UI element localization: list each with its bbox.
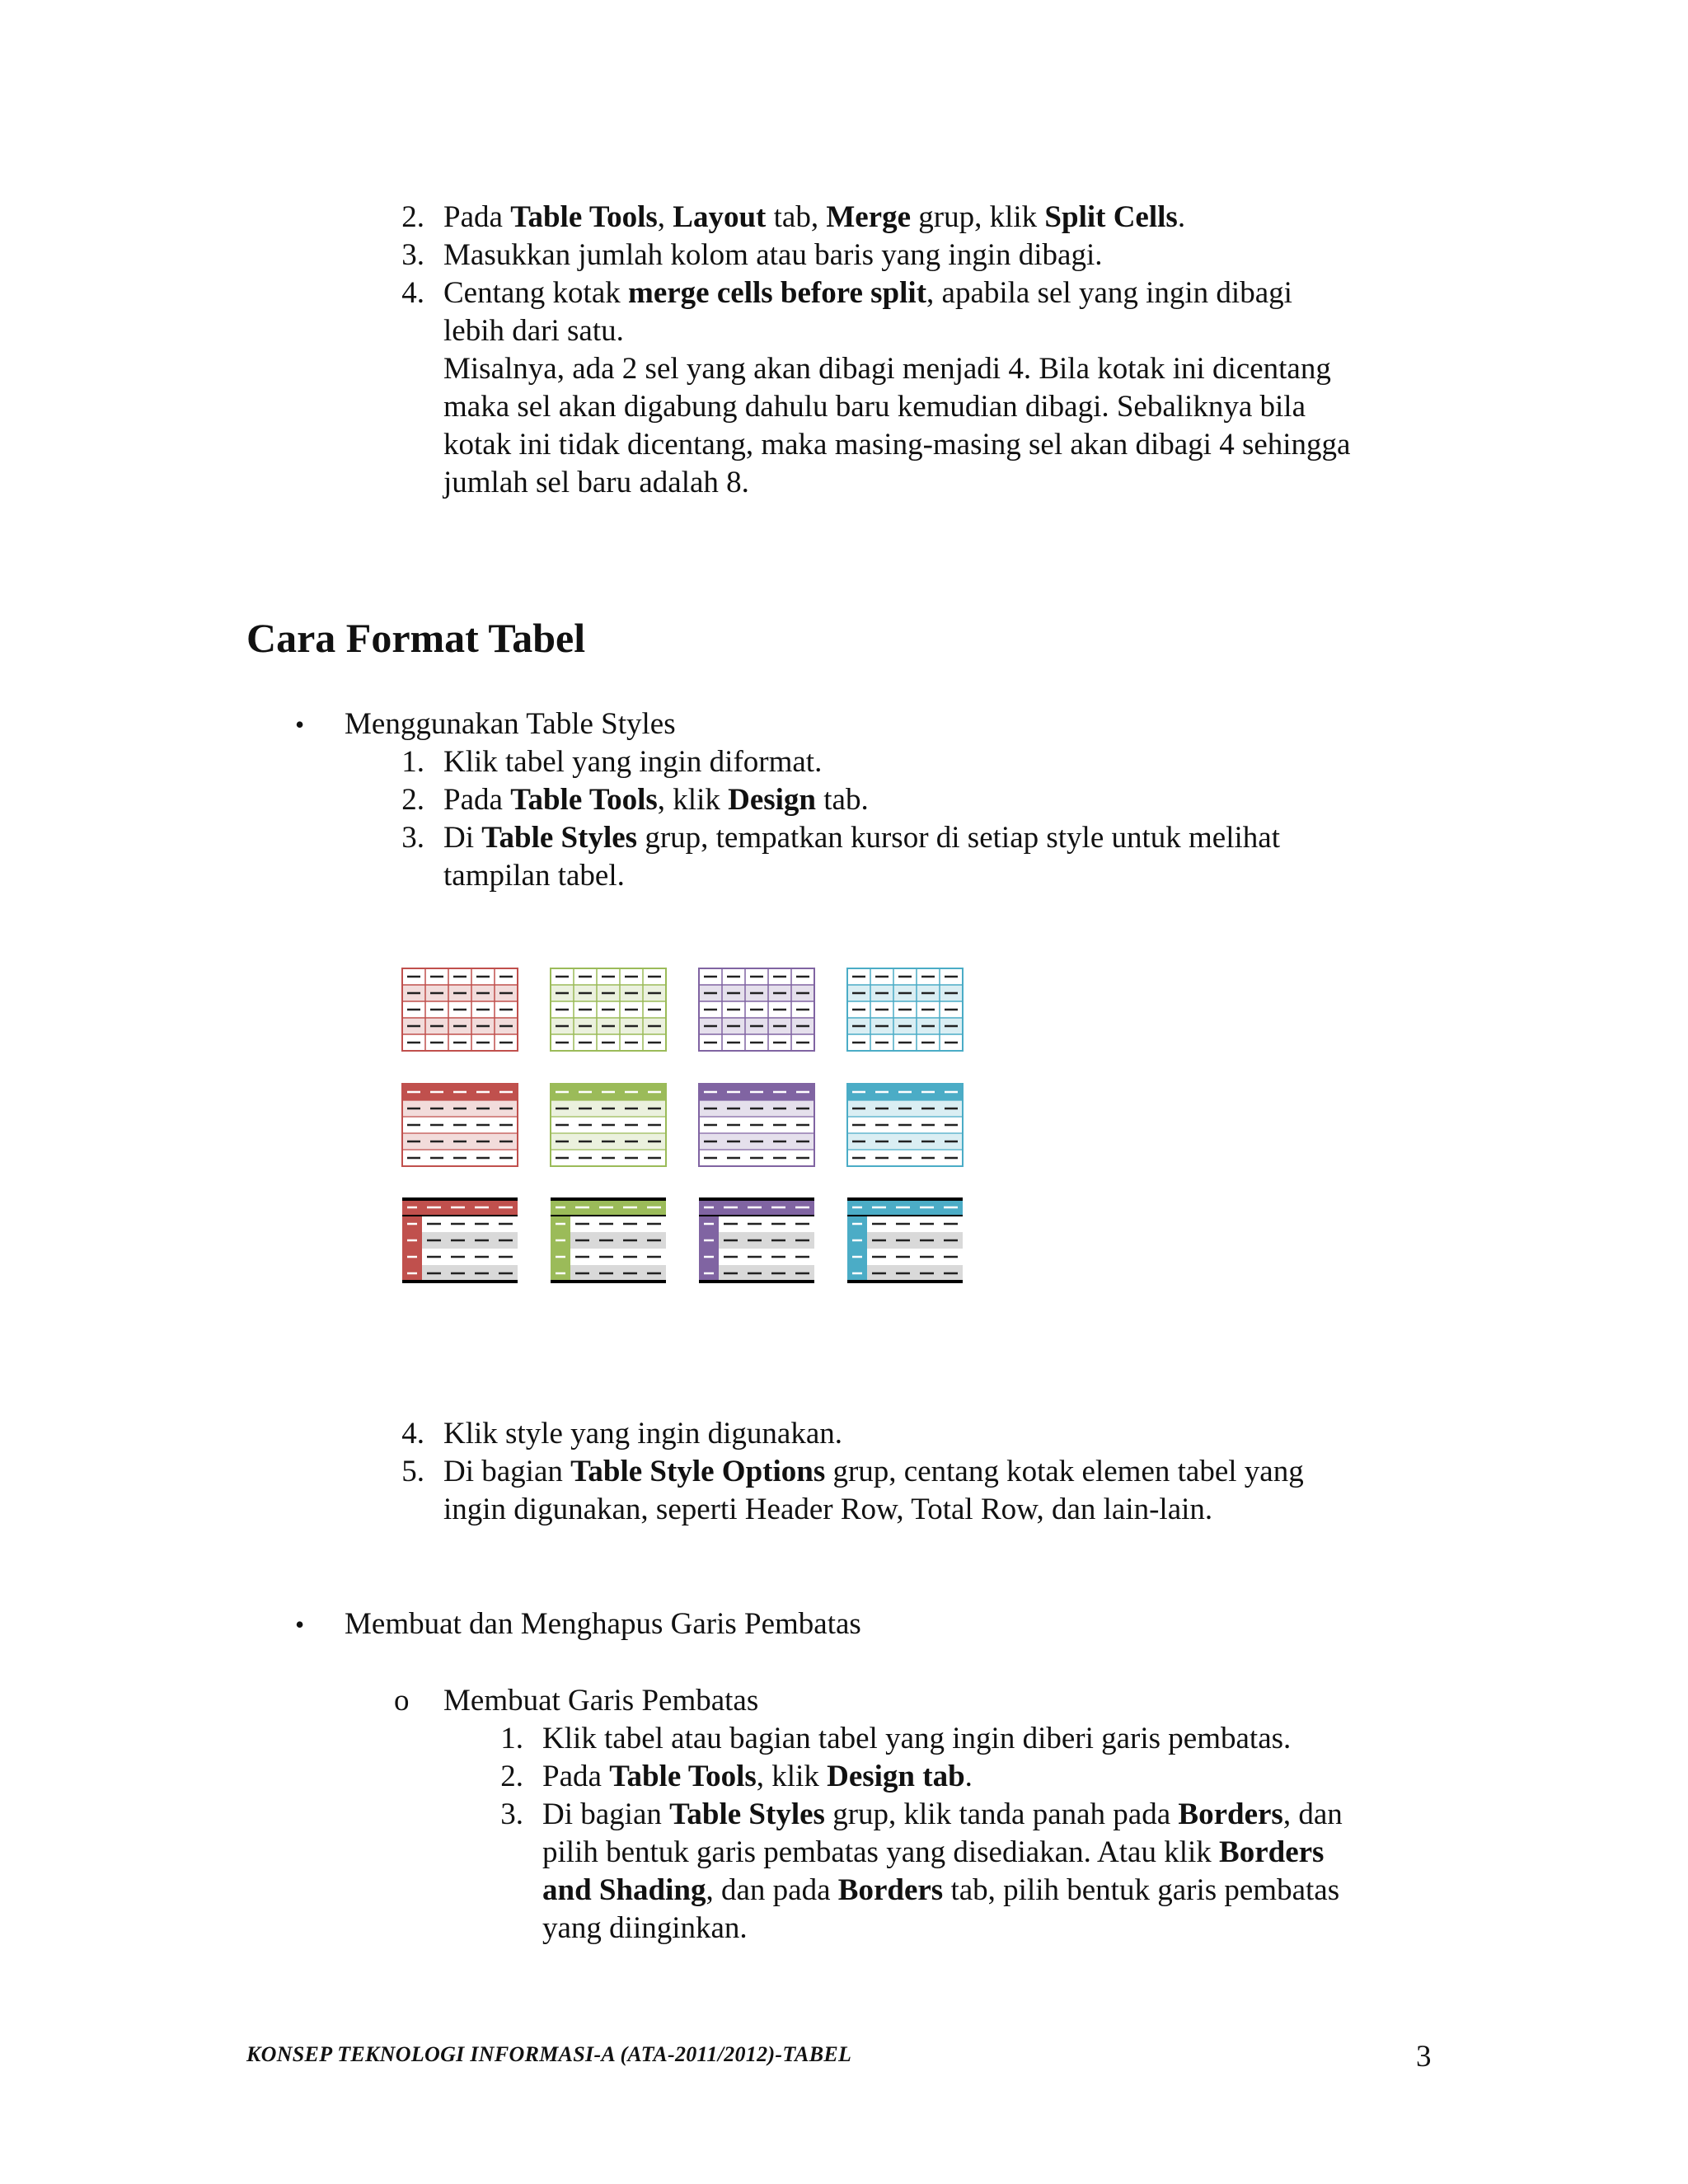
bullet-icon: • [295, 1610, 305, 1639]
list-number: 4. [401, 1417, 424, 1451]
sub-bullet-icon: o [394, 1684, 410, 1718]
list-item-continuation: tampilan tabel. [443, 859, 625, 893]
list-item-continuation: maka sel akan digabung dahulu baru kemudian dibagi. Sebaliknya bila [443, 390, 1306, 424]
sub-bullet-item: Membuat Garis Pembatas [443, 1684, 759, 1718]
list-item: Pada Table Tools, klik Design tab. [542, 1760, 973, 1793]
list-item-continuation: pilih bentuk garis pembatas yang disediakan. Atau klik Borders [542, 1835, 1325, 1869]
list-item: Pada Table Tools, Layout tab, Merge grup, klik Split Cells. [443, 200, 1186, 234]
bullet-icon: • [295, 710, 305, 739]
list-item-continuation: kotak ini tidak dicentang, maka masing-masing sel akan dibagi 4 sehingga [443, 428, 1351, 462]
list-item: Di bagian Table Style Options grup, centang kotak elemen tabel yang [443, 1455, 1304, 1488]
list-number: 1. [401, 745, 424, 779]
list-item: Di bagian Table Styles grup, klik tanda panah pada Borders, dan [542, 1797, 1343, 1831]
list-number: 3. [500, 1797, 523, 1831]
list-item: Pada Table Tools, klik Design tab. [443, 783, 869, 817]
page-number: 3 [1416, 2040, 1432, 2074]
list-number: 5. [401, 1455, 424, 1488]
list-item: Centang kotak merge cells before split, apabila sel yang ingin dibagi [443, 276, 1292, 310]
list-item-continuation: jumlah sel baru adalah 8. [443, 466, 749, 499]
footer-title: KONSEP TEKNOLOGI INFORMASI-A (ATA-2011/2012)-TABEL [246, 2042, 852, 2066]
list-item: Klik tabel atau bagian tabel yang ingin diberi garis pembatas. [542, 1722, 1292, 1755]
list-item-continuation: Misalnya, ada 2 sel yang akan dibagi menjadi 4. Bila kotak ini dicentang [443, 352, 1331, 386]
list-item-continuation: lebih dari satu. [443, 314, 624, 348]
list-number: 2. [401, 200, 424, 234]
list-item: Klik style yang ingin digunakan. [443, 1417, 843, 1451]
list-item-continuation: yang diinginkan. [542, 1911, 748, 1945]
list-number: 4. [401, 276, 424, 310]
list-number: 1. [500, 1722, 523, 1755]
list-number: 3. [401, 238, 424, 272]
list-item-continuation: ingin digunakan, seperti Header Row, Total Row, dan lain-lain. [443, 1493, 1213, 1526]
list-item: Masukkan jumlah kolom atau baris yang ingin dibagi. [443, 238, 1103, 272]
list-number: 2. [401, 783, 424, 817]
section-heading: Cara Format Tabel [246, 615, 586, 661]
list-item: Di Table Styles grup, tempatkan kursor di setiap style untuk melihat [443, 821, 1280, 855]
list-item: Klik tabel yang ingin diformat. [443, 745, 823, 779]
list-item-continuation: and Shading, dan pada Borders tab, pilih bentuk garis pembatas [542, 1873, 1340, 1907]
table-styles-gallery-image [394, 956, 971, 1310]
list-number: 3. [401, 821, 424, 855]
list-number: 2. [500, 1760, 523, 1793]
bullet-item-borders: Membuat dan Menghapus Garis Pembatas [345, 1607, 861, 1641]
bullet-item-table-styles: Menggunakan Table Styles [345, 707, 676, 741]
